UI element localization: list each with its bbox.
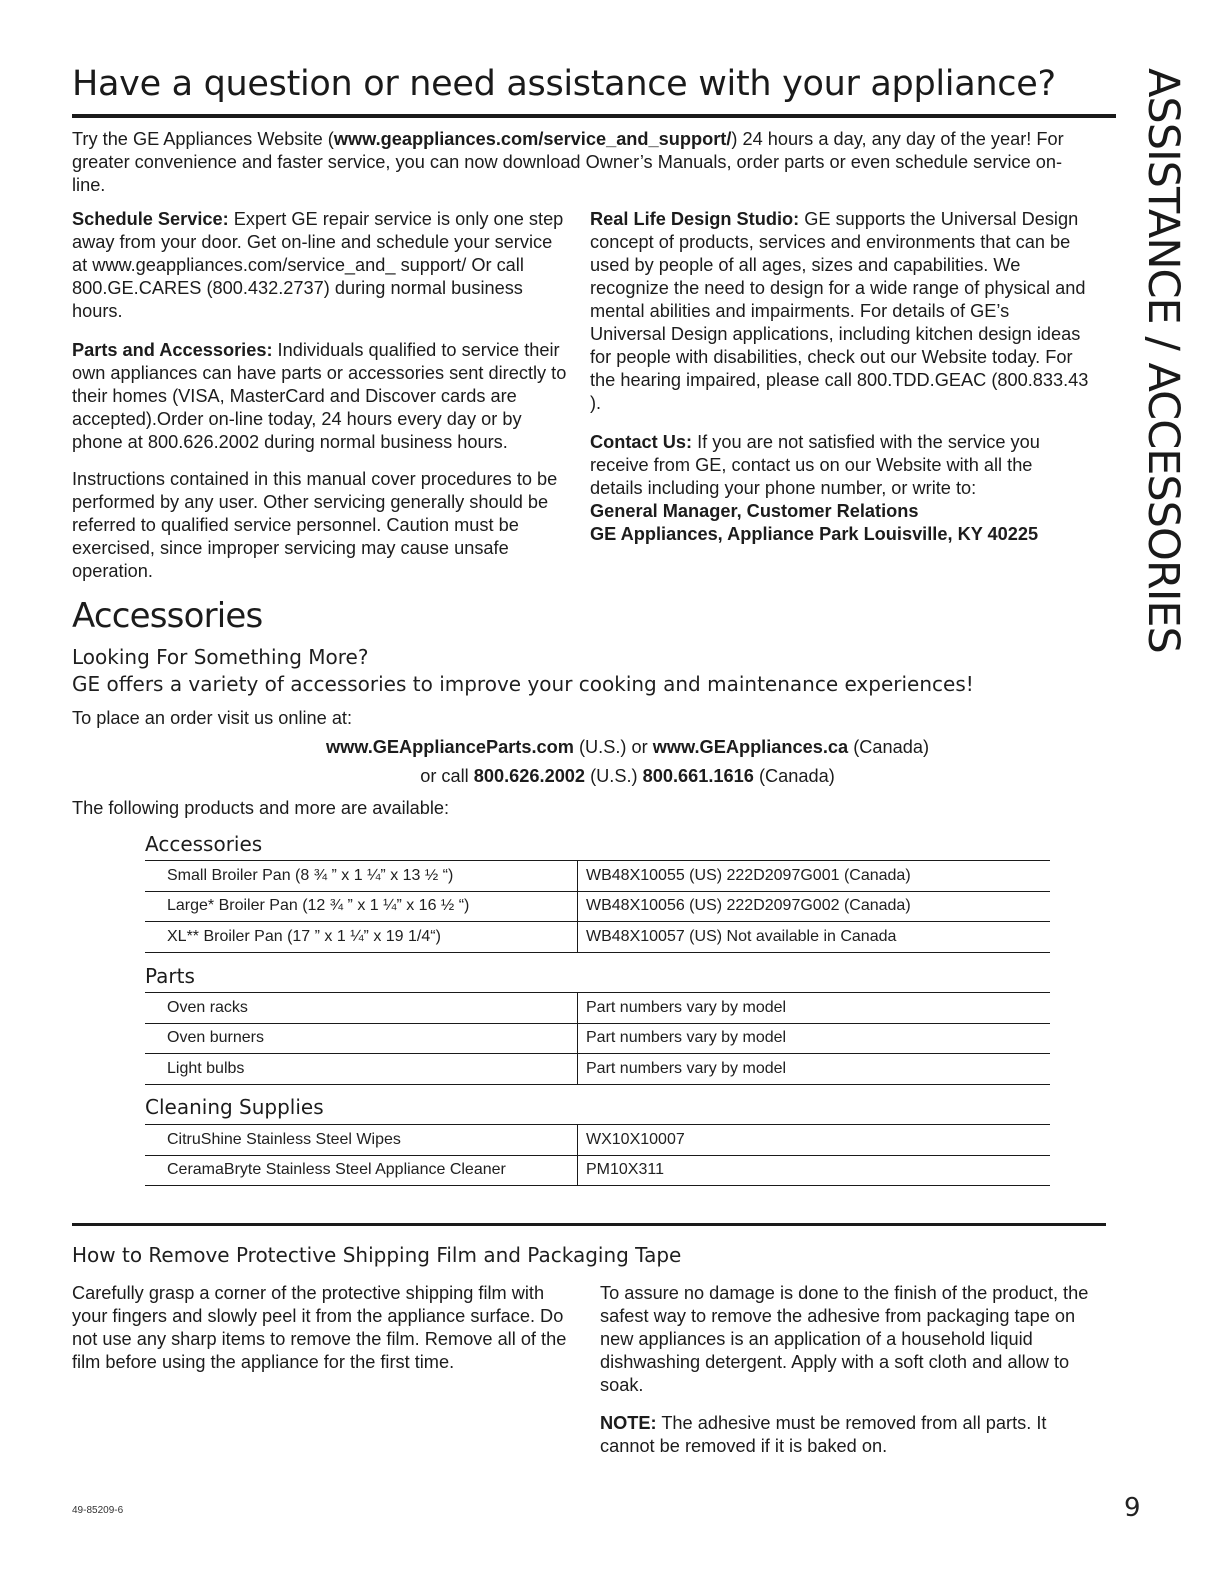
- table-row: [145, 993, 1050, 1024]
- section-divider: [72, 1223, 1106, 1226]
- accessories-table: [145, 860, 1050, 953]
- parts-table: [145, 992, 1050, 1085]
- item-part-number: WB48X10057 (US) Not available in Canada: [578, 922, 1051, 953]
- item-part-number: Part numbers vary by model: [578, 1054, 1051, 1085]
- service-support-link[interactable]: www.geappliances.com/service_and_support/: [333, 129, 732, 149]
- film-removal-heading: How to Remove Protective Shipping Film and Packaging Tape: [72, 1243, 682, 1267]
- parts-accessories-paragraph: Parts and Accessories: Individuals qualified to service their own appliances can have parts or accessories sent directly to their homes (VISA, MasterCard and Discover cards are accepted).Order on-line today, 24 hours every day or by phone at 800.626.2002 during normal business hours.: [72, 340, 567, 452]
- address-line-1: General Manager, Customer Relations: [590, 501, 919, 521]
- title-rule: [72, 114, 1116, 118]
- film-removal-right-paragraph: To assure no damage is done to the finish of the product, the safest way to remove the adhesive from packaging tape on new appliances is an application of a household liquid dishwashing detergent. Apply with a soft cloth and allow to soak.: [600, 1283, 1089, 1395]
- item-part-number: Part numbers vary by model: [578, 1023, 1051, 1054]
- item-name: Oven racks: [145, 993, 578, 1024]
- item-part-number: PM10X311: [578, 1155, 1051, 1186]
- film-removal-left-paragraph: Carefully grasp a corner of the protective shipping film with your fingers and slowly peel it from the appliance surface. Do not use any sharp items to remove the film. Remove all of the film before using the appliance for the first time.: [72, 1283, 567, 1372]
- adhesive-note: NOTE: The adhesive must be removed from all parts. It cannot be removed if it is baked on.: [600, 1413, 1047, 1456]
- parts-table-title: Parts: [145, 964, 195, 988]
- item-part-number: Part numbers vary by model: [578, 993, 1051, 1024]
- item-name: Light bulbs: [145, 1054, 578, 1085]
- item-name: CeramaBryte Stainless Steel Appliance Cleaner: [145, 1155, 578, 1186]
- section-side-tab: [1128, 68, 1200, 653]
- left-column: [72, 208, 570, 583]
- cleaning-table-title: Cleaning Supplies: [145, 1095, 324, 1119]
- table-row: [145, 861, 1050, 892]
- item-part-number: WX10X10007: [578, 1125, 1051, 1156]
- table-row: [145, 1125, 1050, 1156]
- schedule-service-paragraph: Schedule Service: Expert GE repair service is only one step away from your door. Get on-line and schedule your service at www.geappliances.com/service_and_ support/ Or call 800.GE.CARES (800.432.2737) during normal business hours.: [72, 209, 564, 321]
- cleaning-supplies-table: [145, 1124, 1050, 1186]
- table-row: [145, 1054, 1050, 1085]
- contact-us-paragraph: Contact Us: If you are not satisfied with the service you receive from GE, contact us on our Website with all the details including your phone number, or write to:: [590, 432, 1040, 498]
- side-tab-label: ASSISTANCE / ACCESSORIES: [1138, 68, 1188, 653]
- phone-us: 800.626.2002: [473, 766, 586, 786]
- page-title: Have a question or need assistance with your appliance?: [72, 64, 1056, 104]
- right-column: [590, 208, 1090, 546]
- item-name: Large* Broiler Pan (12 ¾ ” x 1 ¼” x 16 ½ “): [145, 891, 578, 922]
- table-row: [145, 922, 1050, 953]
- instructions-paragraph: Instructions contained in this manual cover procedures to be performed by any user. Other servicing generally should be referred to qualified service personnel. Caution must be exercised, since improper servicing may cause unsafe operation.: [72, 469, 558, 581]
- order-websites-line: www.GEApplianceParts.com (U.S.) or www.GEAppliances.ca (Canada): [325, 737, 930, 757]
- ge-appliance-parts-link[interactable]: www.GEApplianceParts.com: [325, 737, 574, 757]
- table-row: [145, 891, 1050, 922]
- item-name: CitruShine Stainless Steel Wipes: [145, 1125, 578, 1156]
- looking-for-more-subheading: Looking For Something More?: [72, 645, 369, 669]
- item-name: XL** Broiler Pan (17 ” x 1 ¼” x 19 1/4“): [145, 922, 578, 953]
- accessories-tagline: GE offers a variety of accessories to improve your cooking and maintenance experiences!: [72, 672, 974, 696]
- document-code: 49-85209-6: [72, 1505, 124, 1516]
- table-row: [145, 1023, 1050, 1054]
- phone-canada: 800.661.1616: [642, 766, 754, 786]
- item-part-number: WB48X10055 (US) 222D2097G001 (Canada): [578, 861, 1051, 892]
- design-studio-paragraph: Real Life Design Studio: GE supports the Universal Design concept of products, services and environments that can be used by people of all ages, sizes and capabilities. We recognize the need to design for a wide range of physical and mental abilities and impairments. For details of GE’s Universal Design applications, including kitchen design ideas for people with disabilities, check out our Website today. For the hearing impaired, please call 800.TDD.GEAC (800.833.43 ).: [590, 209, 1089, 413]
- available-products-text: The following products and more are available:: [72, 798, 450, 818]
- address-line-2: GE Appliances, Appliance Park Louisville, KY 40225: [590, 524, 1039, 544]
- order-phone-line: or call 800.626.2002 (U.S.) 800.661.1616 (Canada): [420, 766, 835, 786]
- accessories-heading: Accessories: [72, 596, 263, 636]
- item-name: Oven burners: [145, 1023, 578, 1054]
- page-number: 9: [1124, 1493, 1141, 1523]
- ge-appliances-ca-link[interactable]: www.GEAppliances.ca: [652, 737, 849, 757]
- item-part-number: WB48X10056 (US) 222D2097G002 (Canada): [578, 891, 1051, 922]
- order-online-text: To place an order visit us online at:: [72, 708, 353, 728]
- accessories-table-title: Accessories: [145, 832, 263, 856]
- item-name: Small Broiler Pan (8 ¾ ” x 1 ¼” x 13 ½ “): [145, 861, 578, 892]
- table-row: [145, 1155, 1050, 1186]
- intro-paragraph: Try the GE Appliances Website (www.geappliances.com/service_and_support/) 24 hours a day, any day of the year! For greater convenience and faster service, you can now download Owner’s Manuals, order parts or even schedule service on-line.: [72, 129, 1064, 195]
